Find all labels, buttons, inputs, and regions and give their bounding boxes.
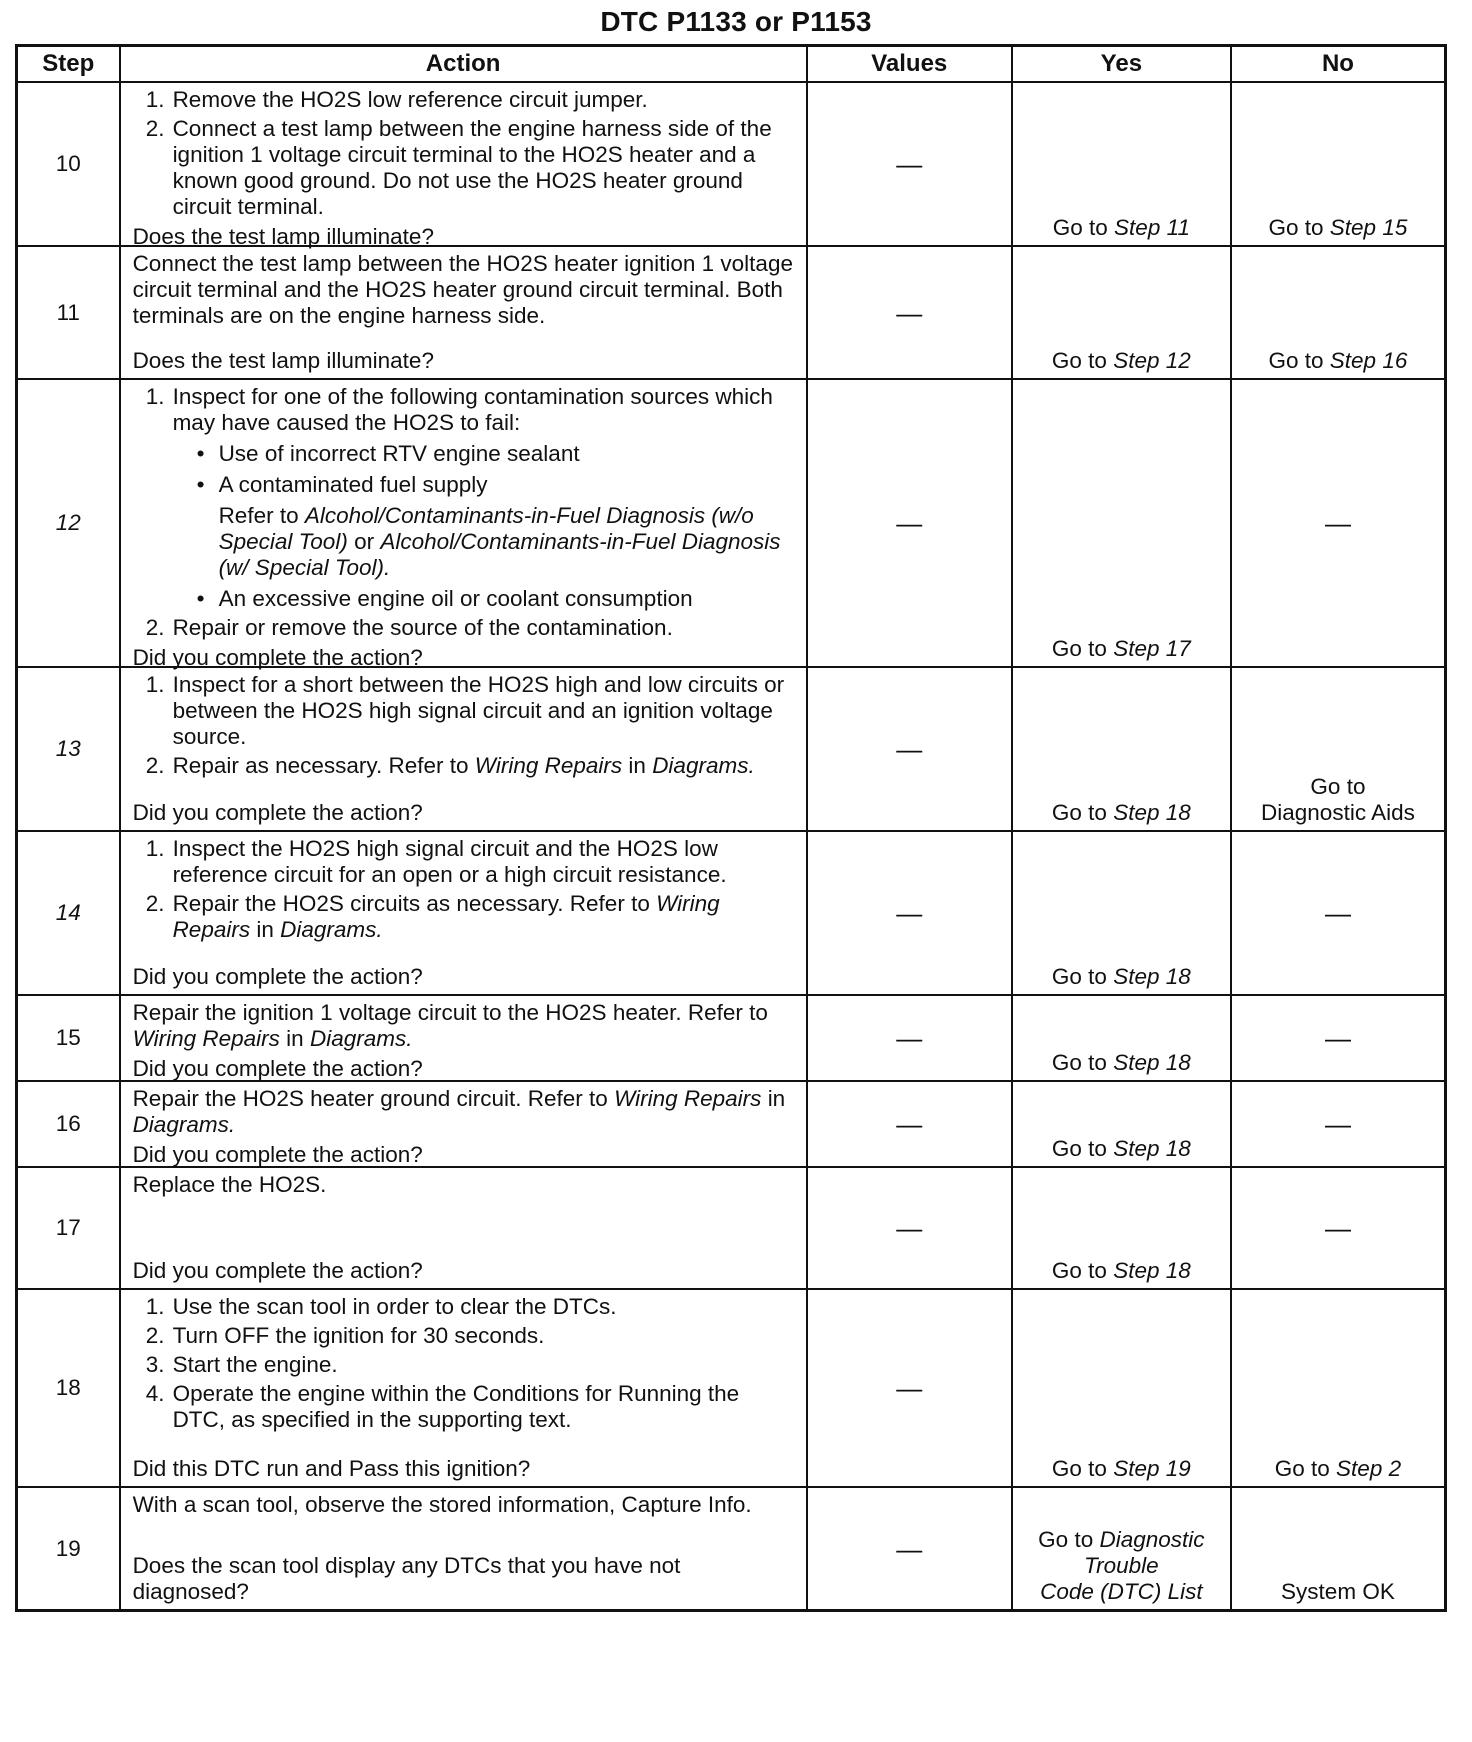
no-cell: Go to Step 16 — [1230, 247, 1444, 378]
header-values: Values — [806, 47, 1011, 81]
yes-cell: Go to Step 18 — [1011, 832, 1230, 994]
table-row — [18, 378, 1444, 670]
yes-cell: Go to Step 12 — [1011, 247, 1230, 378]
step-number: 11 — [56, 299, 80, 325]
header-step: Step — [42, 50, 95, 77]
table-row — [18, 245, 1444, 378]
question-text: Did you complete the action? — [132, 645, 423, 670]
no-cell: — — [1230, 996, 1444, 1080]
question-text: Did you complete the action? — [132, 964, 423, 989]
action-cell: Replace the HO2S. Did you complete the action? — [119, 1168, 806, 1288]
list-item: 1. Inspect for a short between the HO2S high and low circuits or between the HO2S high signal circuit and an ignition voltage source. — [145, 672, 785, 749]
action-cell — [119, 1290, 806, 1486]
diagnostic-table — [15, 44, 1447, 1612]
action-cell — [119, 83, 806, 249]
no-cell: Go to Step 15 — [1230, 83, 1444, 245]
no-cell: System OK — [1230, 1488, 1444, 1609]
list-item: 2. Turn OFF the ignition for 30 seconds. — [145, 1323, 545, 1348]
table-row — [18, 1288, 1444, 1486]
action-cell: Repair the HO2S heater ground circuit. Refer to Wiring Repairs in Diagrams. Did you complete the action? — [119, 1082, 806, 1166]
table-row — [18, 1166, 1444, 1288]
yes-cell: Go to Step 18 — [1011, 1082, 1230, 1166]
step-number: 12 — [55, 510, 81, 535]
step-number: 18 — [55, 1375, 81, 1400]
header-action: Action — [119, 47, 806, 81]
list-item: 3. Start the engine. — [145, 1352, 338, 1377]
table-row — [18, 1080, 1444, 1166]
list-item: 2. Repair the HO2S circuits as necessary. Refer to Wiring Repairs in Diagrams. — [145, 891, 720, 942]
no-cell: Go to Step 2 — [1230, 1290, 1444, 1486]
header-yes: Yes — [1011, 47, 1230, 81]
table-row — [18, 830, 1444, 994]
no-cell: Go to Diagnostic Aids — [1230, 668, 1444, 830]
list-item: 2. Repair as necessary. Refer to Wiring Repairs in Diagrams. — [145, 753, 755, 778]
values-cell: — — [806, 1488, 1011, 1609]
step-number: 16 — [55, 1111, 81, 1136]
values-cell: — — [806, 247, 1011, 378]
yes-cell: Go to Step 18 — [1011, 1168, 1230, 1288]
table-row — [18, 1486, 1444, 1609]
bullet-item: • An excessive engine oil or coolant consumption — [196, 586, 693, 611]
no-cell: — — [1230, 380, 1444, 666]
action-cell — [119, 832, 806, 994]
question-text: Did this DTC run and Pass this ignition? — [132, 1456, 531, 1481]
step-number: 10 — [55, 151, 81, 176]
no-cell: — — [1230, 832, 1444, 994]
page-title: DTC P1133 or P1153 — [600, 6, 872, 37]
question-text: Does the test lamp illuminate? — [132, 224, 434, 249]
yes-cell: Go to Step 11 — [1011, 83, 1230, 245]
question-text: Does the test lamp illuminate? — [132, 348, 434, 373]
action-cell: With a scan tool, observe the stored information, Capture Info. Does the scan tool display any DTCs that you have not diagnosed? — [119, 1488, 806, 1609]
step-number: 19 — [55, 1535, 81, 1561]
list-item: 1. Inspect the HO2S high signal circuit and the HO2S low reference circuit for an open or a high circuit resistance. — [145, 836, 727, 887]
no-cell: — — [1230, 1082, 1444, 1166]
question-text: Did you complete the action? — [132, 1258, 423, 1283]
question-text: Did you complete the action? — [132, 800, 423, 825]
list-item: 2. Repair or remove the source of the contamination. — [145, 615, 673, 640]
table-row — [18, 666, 1444, 830]
step-number: 17 — [55, 1215, 81, 1240]
question-text: Did you complete the action? — [132, 1056, 423, 1081]
yes-cell: Go to Diagnostic Trouble Code (DTC) List — [1011, 1488, 1230, 1609]
question-text: Does the scan tool display any DTCs that you have not diagnosed? — [132, 1553, 681, 1604]
values-cell: — — [806, 996, 1011, 1080]
header-no: No — [1230, 47, 1444, 81]
action-cell — [119, 668, 806, 830]
table-row — [18, 994, 1444, 1080]
action-cell: Repair the ignition 1 voltage circuit to the HO2S heater. Refer to Wiring Repairs in Diagrams. Did you complete the action? — [119, 996, 806, 1080]
table-header — [18, 47, 1444, 81]
list-item: 1. Inspect for one of the following contamination sources which may have caused the HO2S to fail: — [145, 384, 773, 435]
yes-cell: Go to Step 17 — [1011, 380, 1230, 666]
step-number: 13 — [55, 736, 81, 761]
list-item: 1. Use the scan tool in order to clear the DTCs. — [145, 1294, 617, 1319]
yes-cell: Go to Step 18 — [1011, 996, 1230, 1080]
no-cell: — — [1230, 1168, 1444, 1288]
values-cell: — — [806, 832, 1011, 994]
values-cell: — — [806, 1082, 1011, 1166]
table-row — [18, 81, 1444, 249]
step-number: 14 — [55, 900, 81, 925]
question-text: Did you complete the action? — [132, 1142, 423, 1167]
bullet-item: • Use of incorrect RTV engine sealant — [196, 441, 580, 466]
bullet-item: • A contaminated fuel supply — [196, 472, 488, 497]
step-number: 15 — [55, 1025, 81, 1050]
action-cell: Connect the test lamp between the HO2S heater ignition 1 voltage circuit terminal and the HO2S heater ground circuit terminal. Both terminals are on the engine harness side. Does the test lamp illuminate? — [119, 247, 806, 378]
action-cell — [119, 380, 806, 670]
yes-cell: Go to Step 19 — [1011, 1290, 1230, 1486]
values-cell: — — [806, 1290, 1011, 1486]
list-item: 1. Remove the HO2S low reference circuit jumper. — [145, 87, 648, 112]
values-cell: — — [806, 83, 1011, 245]
values-cell: — — [806, 668, 1011, 830]
list-item: 2. Connect a test lamp between the engine harness side of the ignition 1 voltage circuit terminal to the HO2S heater and a known good ground. Do not use the HO2S heater ground circuit terminal. — [145, 116, 772, 219]
refer-text: Refer to Alcohol/Contaminants-in-Fuel Diagnosis (w/o Special Tool) or Alcohol/Contaminants-in-Fuel Diagnosis (w/ Special Tool). — [218, 503, 781, 580]
values-cell: — — [806, 380, 1011, 666]
values-cell: — — [806, 1168, 1011, 1288]
yes-cell: Go to Step 18 — [1011, 668, 1230, 830]
list-item: 4. Operate the engine within the Conditions for Running the DTC, as specified in the supporting text. — [145, 1381, 740, 1432]
